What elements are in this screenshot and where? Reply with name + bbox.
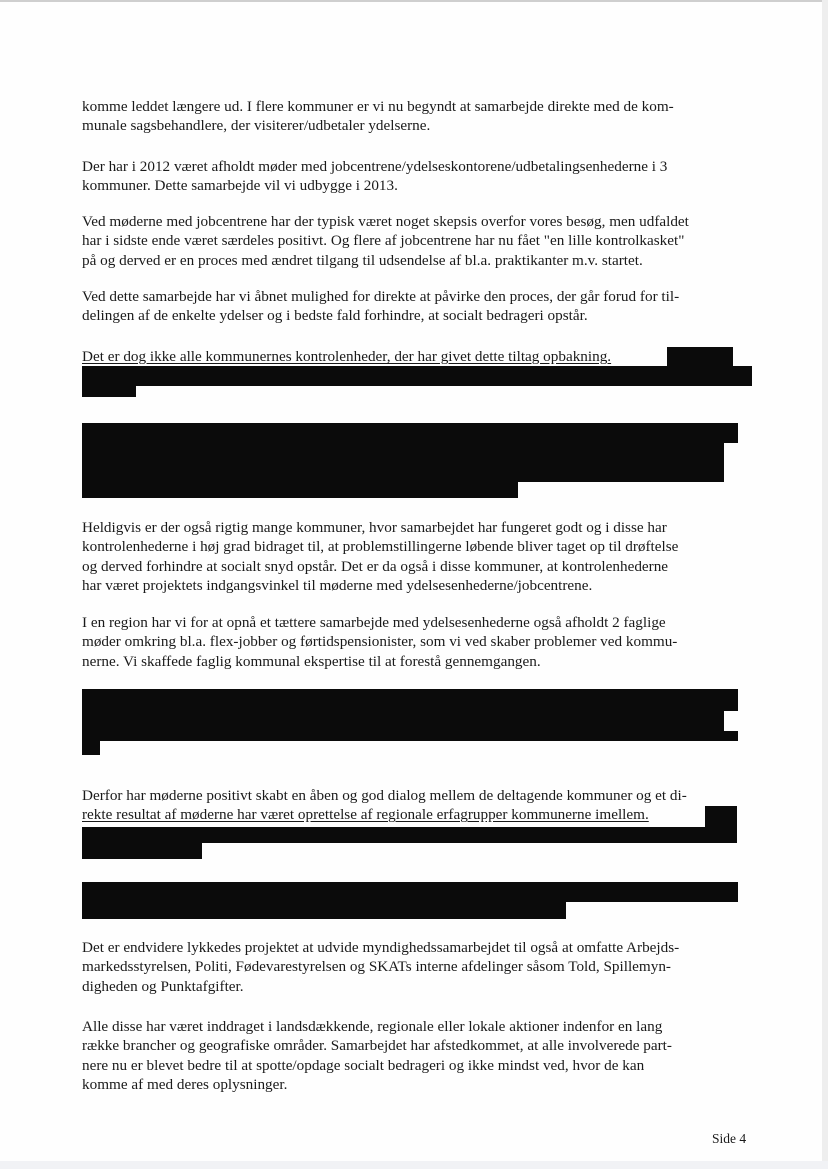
text-line: Ved dette samarbejde har vi åbnet mulighed for direkte at påvirke den proces, der går forud for til- <box>82 288 680 305</box>
text-line: nerne. Vi skaffede faglig kommunal ekspertise til at forestå gennemgangen. <box>82 652 541 670</box>
redaction-block <box>82 689 738 711</box>
redaction-block <box>82 385 136 397</box>
text-line: Det er endvidere lykkedes projektet at udvide myndighedssamarbejdet til også at omfatte Arbejds- <box>82 939 680 956</box>
text-line: og derved forhindre at socialt snyd opstår. Det er da også i disse kommuner, at kontrolenhederne <box>82 557 669 575</box>
text-line: kontrolenhederne i høj grad bidraget til, at problemstillingerne løbende bliver taget op til drøftelse <box>82 538 679 556</box>
paragraph-8 <box>82 786 762 825</box>
text-line: Derfor har møderne positivt skabt en åben og god dialog mellem de deltagende kommuner og et di- <box>82 787 687 804</box>
redaction-block <box>82 842 202 859</box>
text-line: møder omkring bl.a. flex-jobber og førtidspensionister, som vi ved skaber problemer ved kommu- <box>82 633 678 651</box>
redaction-block <box>82 731 738 741</box>
redaction-block <box>82 366 752 386</box>
paragraph-5 <box>82 347 762 366</box>
text-line: Ved møderne med jobcentrene har der typisk været noget skepsis overfor vores besøg, men udfaldet <box>82 213 689 230</box>
paragraph-1 <box>82 97 762 136</box>
text-line: kommuner. Dette samarbejde vil vi udbygge i 2013. <box>82 177 398 195</box>
redaction-block <box>82 442 724 482</box>
text-line: række brancher og geografiske områder. Samarbejdet har afstedkommet, at alle involverede part- <box>82 1037 672 1055</box>
text-line: markedsstyrelsen, Politi, Fødevarestyrelsen og SKATs interne afdelinger såsom Told, Spillemyn- <box>82 958 671 976</box>
paragraph-3 <box>82 212 762 270</box>
paragraph-10 <box>82 1017 762 1095</box>
paragraph-4 <box>82 287 762 326</box>
text-line: komme leddet længere ud. I flere kommuner er vi nu begyndt at samarbejde direkte med de kom- <box>82 98 674 115</box>
text-line: har været projektets indgangsvinkel til møderne med ydelsesenhederne/jobcentrene. <box>82 577 593 595</box>
redaction-block <box>82 882 738 902</box>
text-line: har i sidste ende været særdeles positivt. Og flere af jobcentrene har nu fået "en lille kontrolkasket" <box>82 232 685 250</box>
redaction-block <box>705 806 737 828</box>
paragraph-6 <box>82 518 762 596</box>
redaction-block <box>82 827 737 843</box>
page-number: Side 4 <box>712 1131 747 1146</box>
page-top-edge <box>0 0 828 2</box>
text-line-underlined: rekte resultat af møderne har været oprettelse af regionale erfagrupper kommunerne imellem. <box>82 806 649 824</box>
text-line: komme af med deres oplysninger. <box>82 1076 288 1094</box>
text-line: Heldigvis er der også rigtig mange kommuner, hvor samarbejdet har fungeret godt og i disse har <box>82 519 667 536</box>
redaction-block <box>82 901 566 919</box>
text-line-underlined: Det er dog ikke alle kommunernes kontrolenheder, der har givet dette tiltag opbakning. <box>82 348 612 365</box>
text-line: delingen af de enkelte ydelser og i bedste fald forhindre, at socialt bedrageri opstår. <box>82 307 588 325</box>
text-line: munale sagsbehandlere, der visiterer/udbetaler ydelserne. <box>82 117 431 135</box>
text-line: Der har i 2012 været afholdt møder med jobcentrene/ydelseskontorene/udbetalingsenhederne i 3 <box>82 158 668 175</box>
text-line: Alle disse har været inddraget i landsdækkende, regionale eller lokale aktioner indenfor en lang <box>82 1018 663 1035</box>
paragraph-9 <box>82 938 762 996</box>
paragraph-7 <box>82 613 762 671</box>
redaction-block <box>82 710 724 732</box>
page-right-edge <box>822 0 828 1169</box>
redaction-block <box>82 423 738 443</box>
page-bottom-edge <box>0 1161 828 1169</box>
paragraph-2 <box>82 157 762 196</box>
text-line: digheden og Punktafgifter. <box>82 977 244 995</box>
text-line: på og derved er en proces med ændret tilgang til udsendelse af bl.a. praktikanter m.v. startet. <box>82 251 643 269</box>
text-line: nere nu er blevet bedre til at spotte/opdage socialt bedrageri og ikke mindst ved, hvor de kan <box>82 1056 645 1074</box>
redaction-block <box>667 347 733 367</box>
redaction-block <box>82 740 100 755</box>
redaction-block <box>82 481 518 498</box>
text-line: I en region har vi for at opnå et tættere samarbejde med ydelsesenhederne også afholdt 2 faglige <box>82 614 666 631</box>
